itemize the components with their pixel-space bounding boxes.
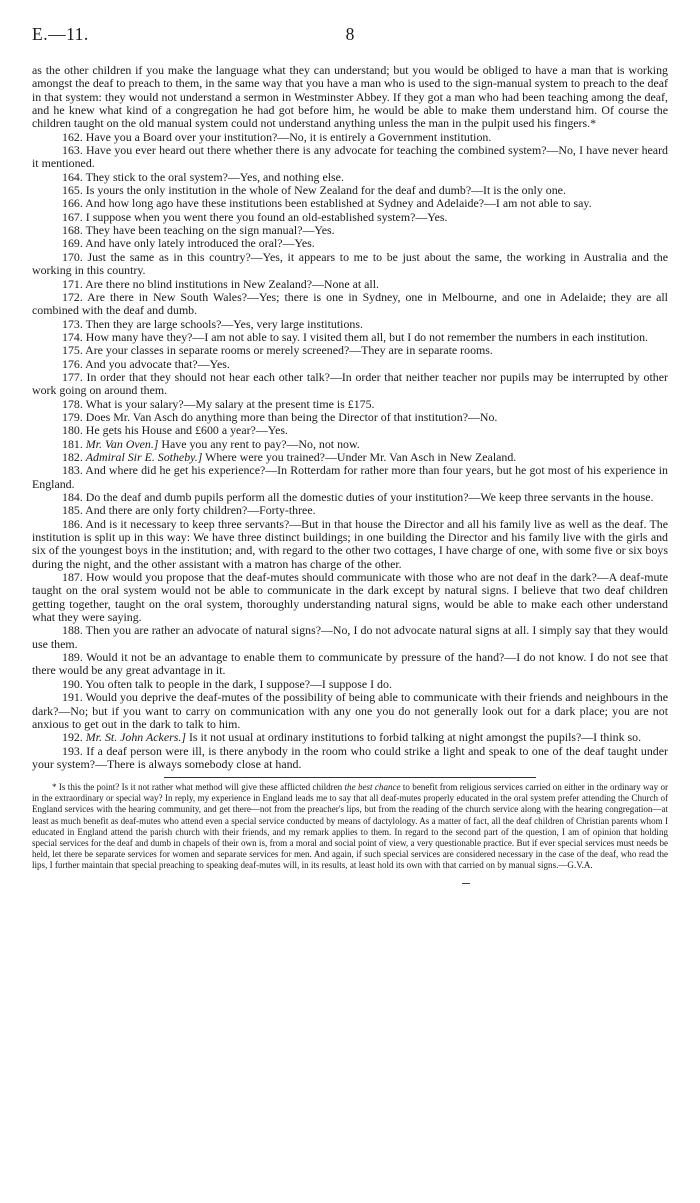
footnote-text-start: * Is this the point? Is it not rather what method will give these afflicted children (52, 782, 345, 793)
question-paragraph: 178. What is your salary?—My salary at the present time is £175. (62, 396, 375, 411)
question-paragraph: 171. Are there no blind institutions in New Zealand?—None at all. (62, 276, 380, 291)
question-number: 182. (62, 449, 86, 464)
question-paragraph: 188. Then you are rather an advocate of natural signs?—No, I do not advocate natural signs at all. I simply say that they would use them. (32, 623, 668, 651)
question-paragraph: 180. He gets his House and £600 a year?—Yes. (62, 423, 288, 438)
question-paragraph: 165. Is yours the only institution in the whole of New Zealand for the deaf and dumb?—It is the only one. (62, 183, 566, 198)
footnote-text-end: to benefit from religious services carried on either in the ordinary way or in the extraordinary or special way? In reply, my experience in England leads me to say that all deaf-mutes properly educated in the oral system prefer attending the Church of England services with the hearing community, and get there—not from the preacher's lips, but from the reading of the church service along with the hearing congregation—at least as much benefit as deaf-mutes who attend even a special service conducted by means of dactylology. As a matter of fact, all the deaf children of Christian parents whom I educated in England attend the parish church with their friends, and my remark applies to them. In regard to the second part of the question, I am of opinion that holding special services for the deaf and dumb in chapels of their own is, from a moral and social point of view, a very questionable practice. But if ever special services must needs be held, let there be separate services for women and separate services for men. And again, if such special services are considered necessary in the case of the deaf, who read the lips, I further maintain that special preaching to speaking deaf-mutes will, in its results, at least hold its own with that carried on by manual signs.—G.V.A. (32, 782, 668, 870)
question-paragraph: 191. Would you deprive the deaf-mutes of the possibility of being able to communicate with their friends and neighbours in the dark?—No; but if you want to carry on communication with any one you do not generally look out for a dark place; you are not anxious to get out in the dark to talk to him. (32, 690, 668, 731)
question-paragraph: 170. Just the same as in this country?—Yes, it appears to me to be just about the same, the working in Australia and the working in this country. (32, 249, 668, 278)
document-reference: E.—11. (32, 24, 89, 44)
question-paragraph: 168. They have been teaching on the sign manual?—Yes. (62, 223, 335, 238)
question-paragraph: 173. Then they are large schools?—Yes, very large institutions. (62, 316, 363, 331)
speaker-name: Mr. Van Oven.] (85, 436, 159, 451)
question-paragraph: 187. How would you propose that the deaf-mutes should communicate with those who are not deaf in the dark?—A deaf-mute taught on the oral system would not be able to communicate in the dark except by natural signs. I believe that two deaf children getting together, taught on the oral system, thoroughly understanding natural signs, would be able to make each other understand what they were saying. (32, 570, 668, 625)
page-number: 8 (345, 24, 355, 44)
question-paragraph: 166. And how long ago have these institutions been established at Sydney and Adelaide?—I am not able to say. (62, 196, 592, 211)
question-text: Have you any rent to pay?—No, not now. (158, 436, 360, 451)
question-paragraph: 169. And have only lately introduced the oral?—Yes. (62, 236, 315, 251)
question-paragraph: 177. In order that they should not hear each other talk?—In order that neither teacher nor pupils may be interrupted by other work going on around them. (32, 369, 668, 398)
opening-paragraph: as the other children if you make the language what they can understand; but you would be obliged to have a man that is working amongst the deaf to preach to them, in the same way that you have a man who is used to the sign-manual system to preach to the deaf in that system: they would not understand a sermon in Westminster Abbey. If they got a man who had been teaching among the deaf, and he knew what kind of a congregation he had got before him, he would be able to make them understand him. Of course the children taught on the old manual system could not understand anything unless the man in the pulpit used his fingers.* (32, 63, 668, 131)
question-paragraph: 193. If a deaf person were ill, is there anybody in the room who could strike a light and speak to one of the deaf taught under your system?—There is always somebody close at hand. (32, 743, 668, 771)
question-paragraph: 164. They stick to the oral system?—Yes, and nothing else. (62, 169, 344, 184)
question-paragraph: 179. Does Mr. Van Asch do anything more than being the Director of that institution?—No. (62, 409, 498, 424)
question-paragraph: 162. Have you a Board over your institution?—No, it is entirely a Government institution. (62, 129, 492, 144)
speaker-name: Admiral Sir E. Sotheby.] (85, 449, 203, 464)
document-page (32, 22, 668, 884)
question-paragraph (32, 451, 668, 464)
page-header (32, 22, 668, 52)
footnote (32, 782, 668, 871)
footnote-divider (164, 777, 536, 778)
question-paragraph (32, 438, 668, 451)
question-paragraph: 190. You often talk to people in the dark, I suppose?—I suppose I do. (62, 676, 392, 691)
question-paragraph: 184. Do the deaf and dumb pupils perform all the domestic duties of your institution?—We keep three servants in the house. (62, 490, 654, 504)
question-paragraph: 176. And you advocate that?—Yes. (62, 356, 230, 371)
question-paragraph: 174. How many have they?—I am not able to say. I visited them all, but I do not remember the numbers in each institution. (62, 329, 649, 344)
question-text: Is it not usual at ordinary institutions to forbid talking at night amongst the pupils?—I think so. (185, 730, 642, 745)
footnote-emphasis: the best chance (344, 782, 401, 793)
question-paragraph: 186. And is it necessary to keep three servants?—But in that house the Director and all his family live as well as the deaf. The institution is split up in this way: We have three distinct buildings; in one building the Director and his family live with the girls and six of the youngest boys in the institution; and, with regard to the other two cottages, I have charge of one, with some five or six boys during the night, and the other assistant with a matron has charge of the other. (32, 516, 668, 571)
question-paragraph: 185. And there are only forty children?—Forty-three. (62, 503, 316, 518)
closing-dash (462, 883, 470, 884)
question-paragraph: 189. Would it not be an advantage to enable them to communicate by pressure of the hand?—I do not know. I do not see that there would be any great advantage in it. (32, 650, 668, 678)
question-text: Where were you trained?—Under Mr. Van Asch in New Zealand. (202, 449, 517, 464)
question-paragraph: 183. And where did he get his experience?—In Rotterdam for rather more than four years, but he got most of his experience in England. (32, 463, 668, 491)
question-number: 192. (62, 730, 86, 745)
question-paragraph: 172. Are there in New South Wales?—Yes; there is one in Sydney, one in Melbourne, and one in Adelaide; they are all combined with the deaf and dumb. (32, 289, 668, 318)
questions-list (32, 131, 668, 772)
document-body (32, 64, 668, 771)
question-paragraph: 167. I suppose when you went there you found an old-established system?—Yes. (62, 209, 448, 224)
speaker-name: Mr. St. John Ackers.] (85, 730, 186, 745)
question-number: 181. (62, 436, 86, 451)
question-paragraph (32, 731, 668, 744)
question-paragraph: 175. Are your classes in separate rooms or merely screened?—They are in separate rooms. (62, 343, 493, 358)
question-paragraph: 163. Have you ever heard out there whether there is any advocate for teaching the combined system?—No, I have never heard it mentioned. (32, 143, 668, 171)
